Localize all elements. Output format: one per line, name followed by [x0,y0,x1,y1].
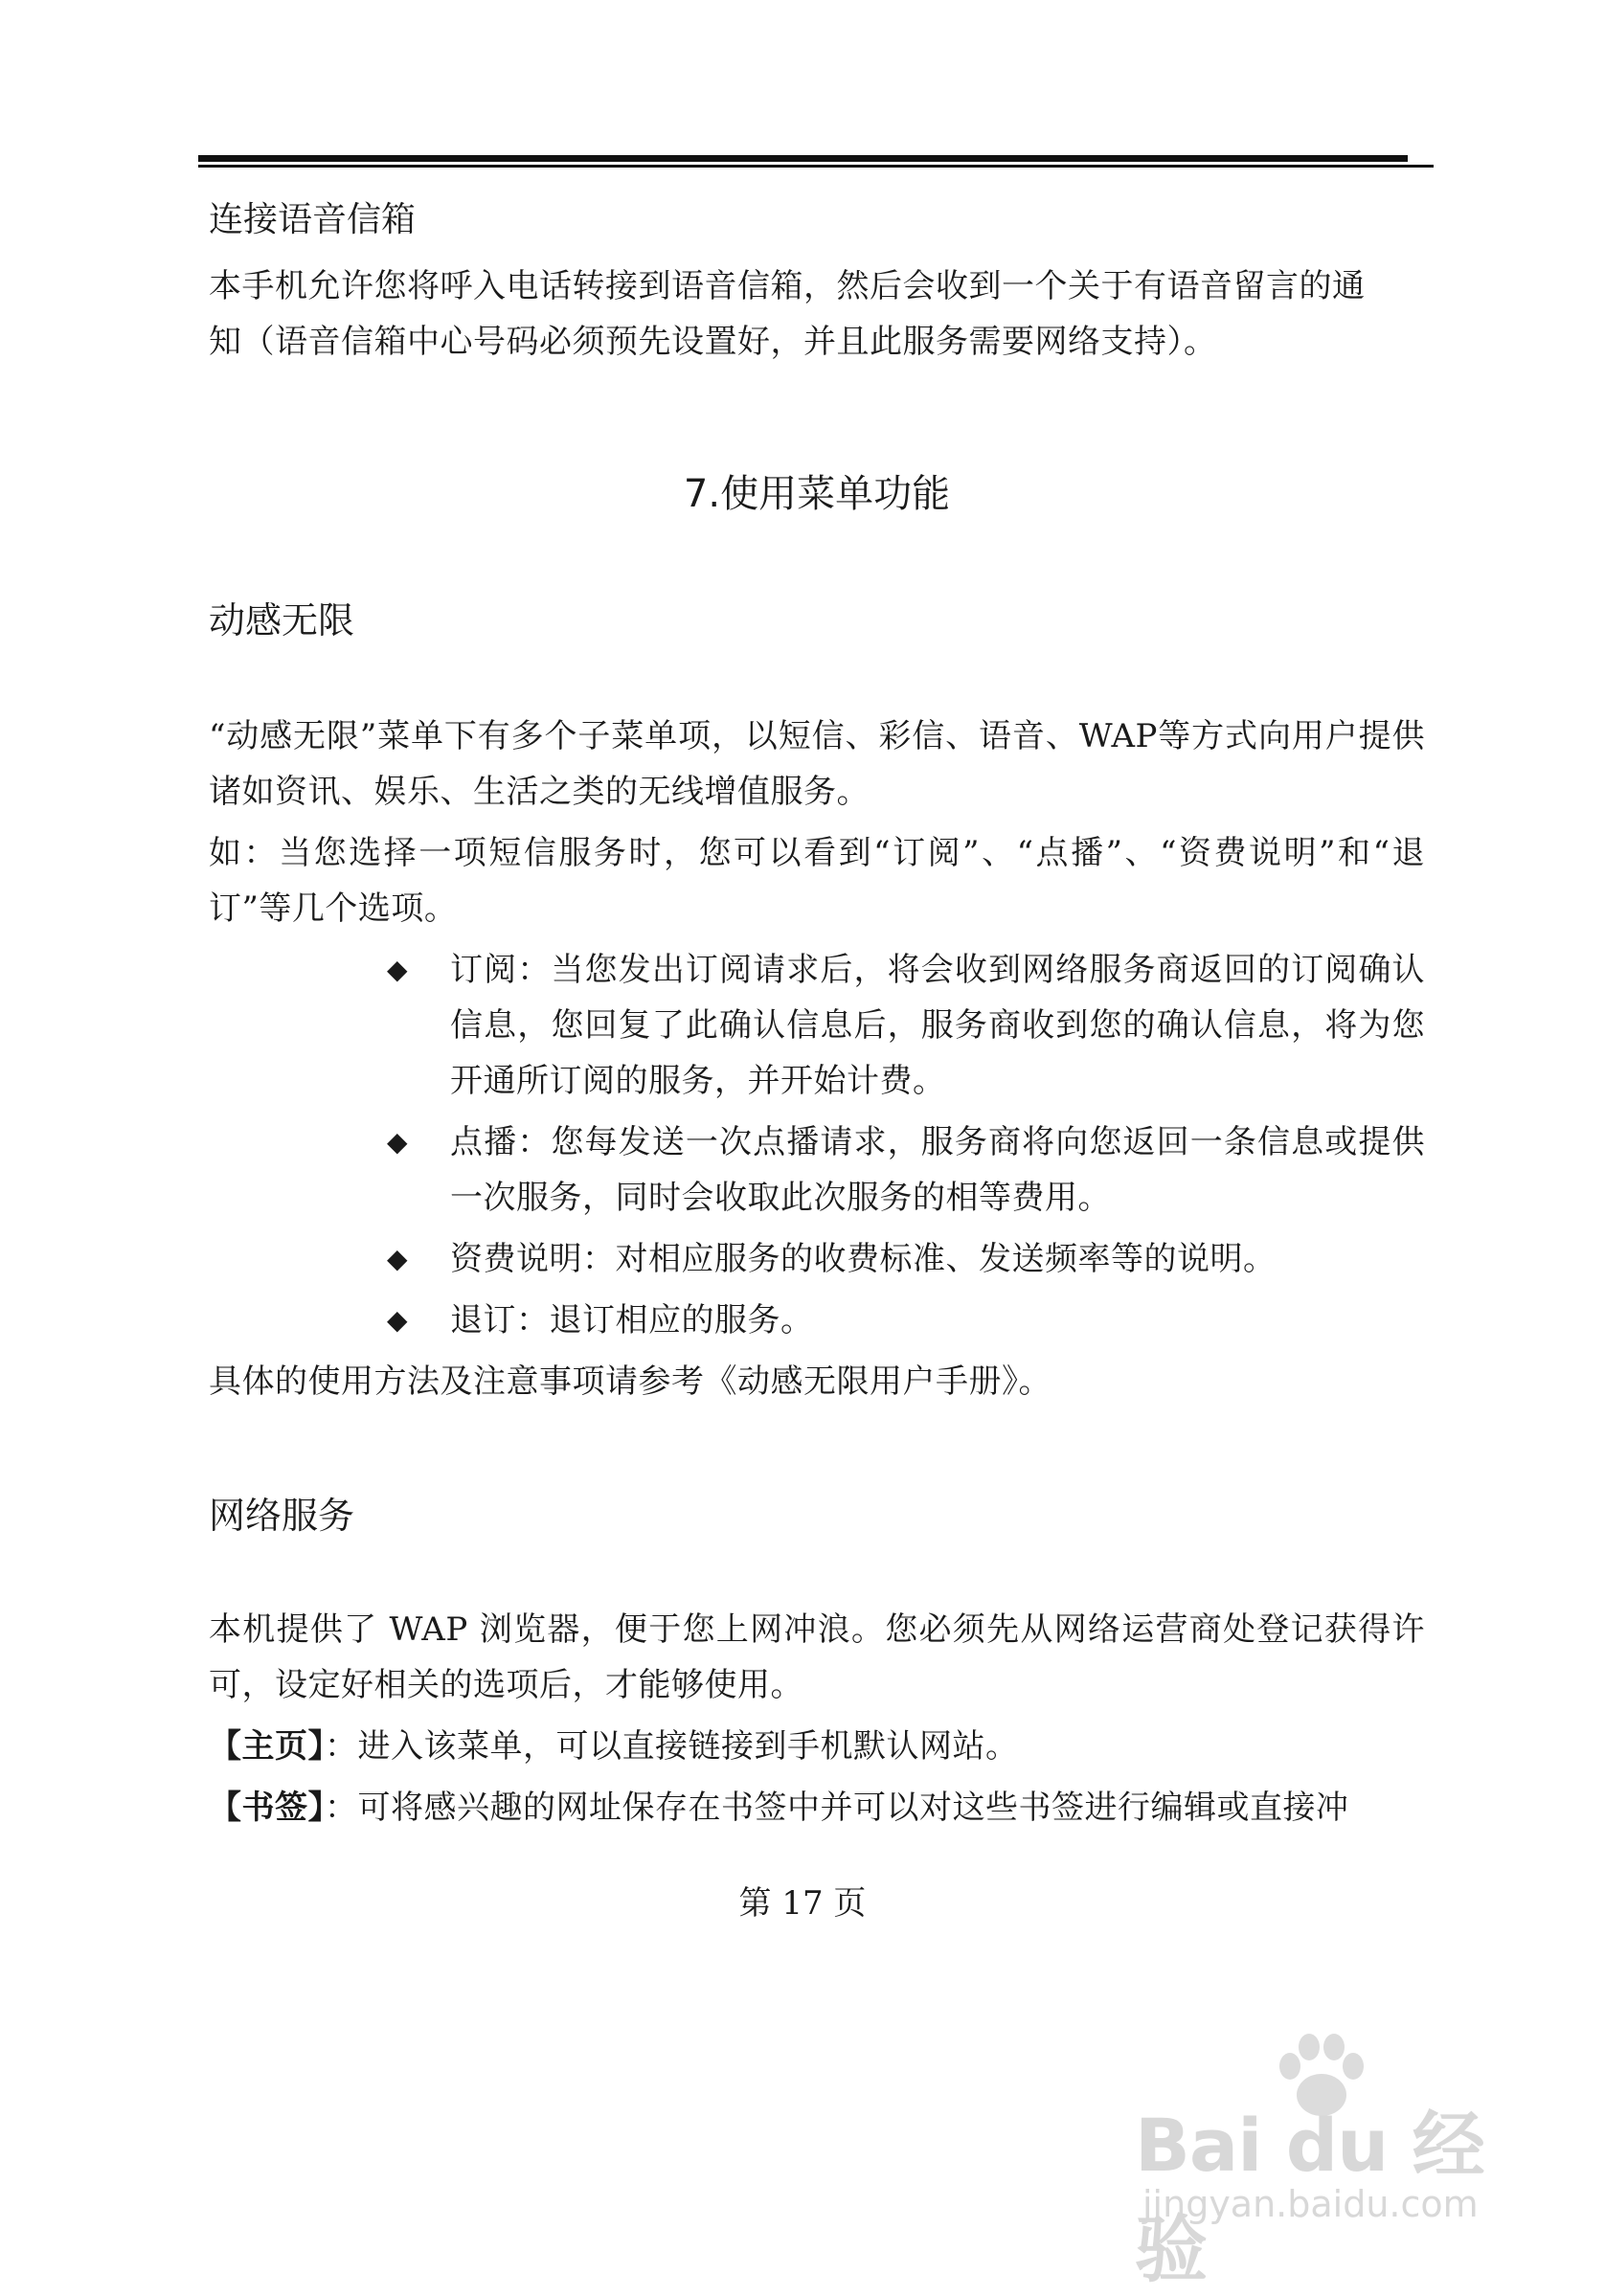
option-subscribe-text: 订阅：当您发出订阅请求后，将会收到网络服务商返回的订阅确认信息，您回复了此确认信息后，服务商收到您的确认信息，将为您开通所订阅的服务，并开始计费。 [450,951,1425,1100]
diamond-bullet-icon: ◆ [387,1243,409,1274]
header-rule-thin [198,165,1434,168]
dynamic-options-list [209,942,1425,1348]
home-text: ：进入该菜单，可以直接链接到手机默认网站。 [325,1727,1019,1766]
page-content [209,184,1425,1835]
option-fee-text: 资费说明：对相应服务的收费标准、发送频率等的说明。 [450,1240,1277,1278]
option-ondemand-text: 点播：您每发送一次点播请求，服务商将向您返回一条信息或提供一次服务，同时会收取此次服务的相等费用。 [450,1123,1425,1217]
network-home-line [209,1719,1425,1774]
network-intro: 本机提供了 WAP 浏览器，便于您上网冲浪。您必须先从网络运营商处登记获得许可，设定好相关的选项后，才能够使用。 [209,1610,1425,1704]
dynamic-intro: “动感无限”菜单下有多个子菜单项，以短信、彩信、语音、WAP等方式向用户提供诸如资讯、娱乐、生活之类的无线增值服务。 [209,717,1425,811]
chapter-title: 7.使用菜单功能 [683,472,951,516]
home-tag: 【主页】 [209,1727,325,1766]
header-rule-thick [198,155,1408,162]
dynamic-example: 如：当您选择一项短信服务时，您可以看到“订阅”、“点播”、“资费说明”和“退订”等几个选项。 [209,834,1425,928]
diamond-bullet-icon: ◆ [387,1126,409,1158]
diamond-bullet-icon: ◆ [387,954,409,985]
list-item [209,1231,1425,1287]
list-item [209,1293,1425,1348]
option-unsubscribe-text: 退订：退订相应的服务。 [450,1301,814,1339]
list-item [209,1114,1425,1226]
diamond-bullet-icon: ◆ [387,1304,409,1336]
network-bookmark-line [209,1780,1425,1835]
watermark-url: jingyan.baidu.com [1142,2183,1479,2225]
page-number: 第 17 页 [738,1884,867,1923]
bookmark-text: ：可将感兴趣的网址保存在书签中并可以对这些书签进行编辑或直接冲 [325,1789,1349,1827]
dynamic-heading: 动感无限 [209,599,355,642]
voicemail-heading: 连接语音信箱 [209,200,417,239]
dynamic-closing: 具体的使用方法及注意事项请参考《动感无限用户手册》。 [209,1362,1051,1401]
list-item [209,942,1425,1109]
baidu-watermark [1135,2087,1518,2292]
bookmark-tag: 【书签】 [209,1789,325,1827]
voicemail-body-line2: 知（语音信箱中心号码必须预先设置好，并且此服务需要网络支持）。 [209,323,1217,361]
network-heading: 网络服务 [209,1495,355,1537]
watermark-brand: Bai du 经验 [1135,2103,1484,2292]
voicemail-body-line1: 本手机允许您将呼入电话转接到语音信箱，然后会收到一个关于有语音留言的通 [209,267,1366,305]
